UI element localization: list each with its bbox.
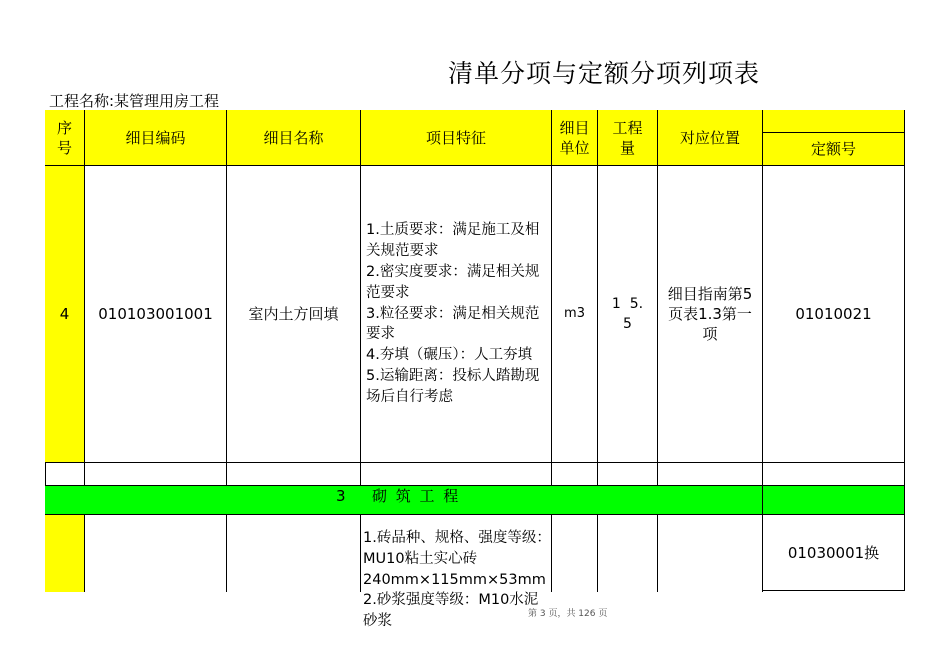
header-seq-label: 序号 [56,118,72,157]
row5-quota-no: 01030001换 [763,515,905,591]
header-unit-label: 细目单位 [559,118,590,157]
section-row [45,486,763,515]
row5-seq [45,515,85,592]
row5-name [227,515,361,592]
page-title: 清单分项与定额分项列项表 [448,59,761,88]
header-position: 对应位置 [658,110,763,166]
spacer-name [227,463,361,486]
page-footer: 第 3 页，共 126 页 [528,609,608,619]
header-features: 项目特征 [361,110,552,166]
row4-features-text: 1.土质要求：满足施工及相关规范要求 2.密实度要求：满足相关规范要求 3.粒径要求：满足相关规范要求 4.夯填（碾压）：人工夯填 5.运输距离：投标人踏勘现场后自行考虑 [366,222,540,405]
project-name: 工程名称:某管理用房工程 [49,92,220,110]
header-name: 细目名称 [227,110,361,166]
row4-quota-no: 01010021 [763,166,905,463]
header-unit [552,110,598,166]
header-quantity [598,110,658,166]
spacer-unit [552,463,598,486]
row5-features-text: 1.砖品种、规格、强度等级：MU10粘土实心砖240mm×115mm×53mm 2.砂浆强度等级：M10水泥砂浆 [363,530,551,630]
spacer-seq [45,463,85,486]
header-code: 细目编码 [85,110,227,166]
row4-unit: m3 [552,166,598,463]
header-quantity-label: 工程量 [612,118,643,157]
row4-name: 室内土方回填 [227,166,361,463]
row4-quantity-value: 1 5. 5 [611,296,644,332]
section-number: 3 [336,487,346,505]
row5-code [85,515,227,592]
spacer-position [658,463,763,486]
spacer-quota [763,463,905,486]
row4-position-text: 细目指南第5页表1.3第一项 [667,285,753,343]
row4-seq: 4 [45,166,85,463]
table [45,110,905,592]
row4-position [658,166,763,463]
row5-position [658,515,763,592]
row4-code: 010103001001 [85,166,227,463]
section-quota-cell [763,486,905,515]
spacer-quantity [598,463,658,486]
row4-quantity [598,166,658,463]
row4-features [361,166,552,463]
header-quota-top [763,110,905,133]
spacer-features [361,463,552,486]
header-seq [45,110,85,166]
row5-quantity [598,515,658,592]
section-title: 砌 筑 工 程 [372,487,461,505]
header-quota-no: 定额号 [763,133,905,166]
spacer-code [85,463,227,486]
row5-unit [552,515,598,592]
